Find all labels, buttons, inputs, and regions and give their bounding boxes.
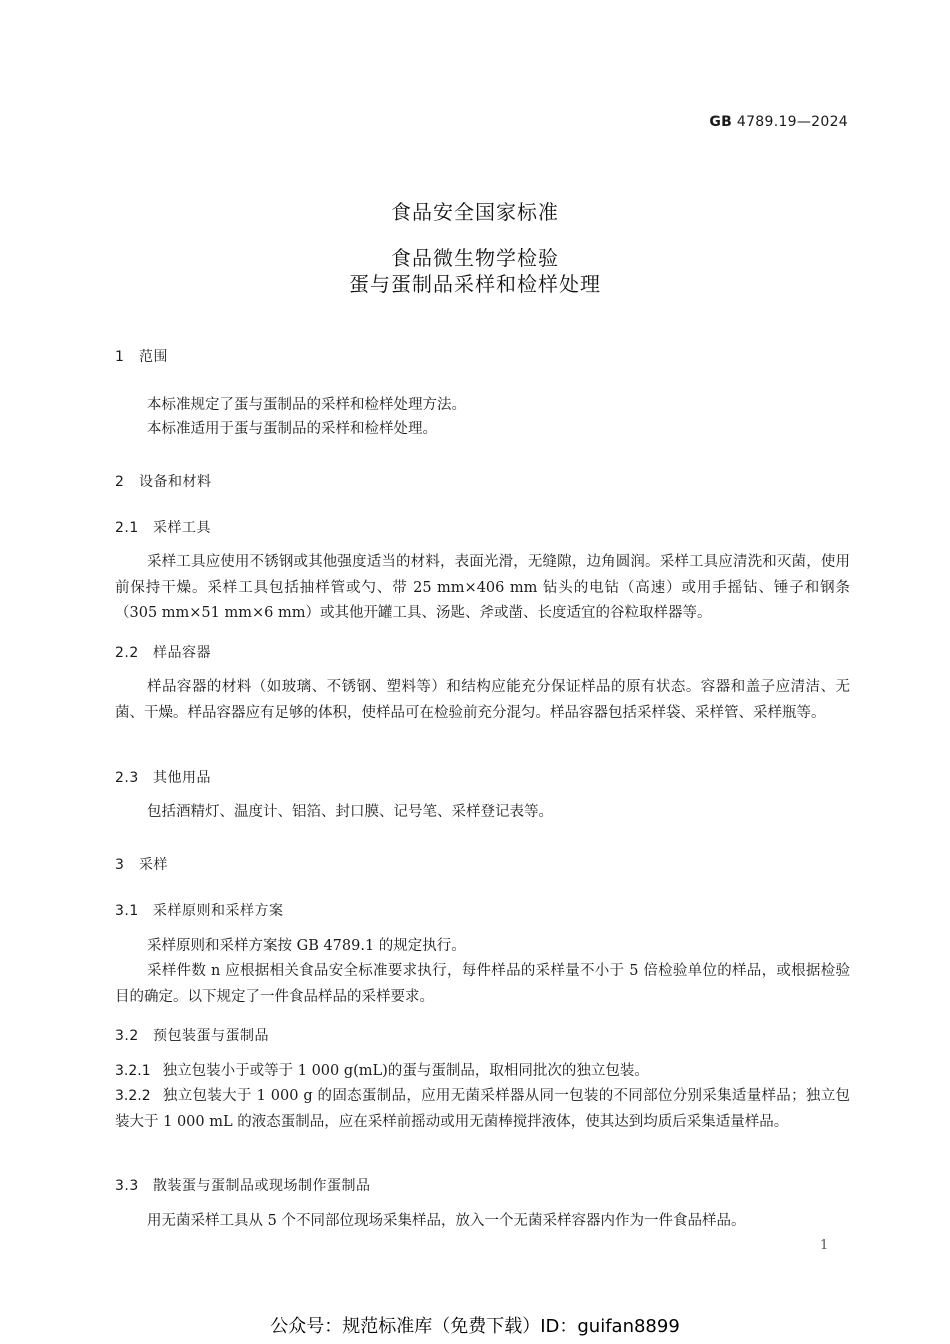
- section-2-heading: 2 设备和材料: [115, 474, 212, 490]
- section-1-heading: 1 范围: [115, 349, 168, 365]
- doc-title-main: 食品安全国家标准: [391, 200, 559, 224]
- clause-3-2-1: 3.2.1 独立包装小于或等于 1 000 g(mL)的蛋与蛋制品，取相同批次的独立包装。: [115, 1063, 649, 1079]
- section-1-para-1: 本标准规定了蛋与蛋制品的采样和检样处理方法。: [147, 397, 466, 413]
- section-3-3-heading: 3.3 散装蛋与蛋制品或现场制作蛋制品: [115, 1178, 371, 1194]
- doc-title-sub1: 食品微生物学检验: [391, 246, 559, 270]
- section-3-2-heading: 3.2 预包装蛋与蛋制品: [115, 1028, 269, 1044]
- clause-3-2-2: 3.2.2 独立包装大于 1 000 g 的固态蛋制品，应用无菌采样器从同一包装的不同部位分别采集适量样品；独立包装大于 1 000 mL 的液态蛋制品，应在采样前摇动或用无菌棒搅拌液体，使其达到均质后采集适量样品。: [115, 1088, 850, 1130]
- page-number: 1: [820, 1238, 829, 1253]
- section-2-3-para: 包括酒精灯、温度计、铝箔、封口膜、记号笔、采样登记表等。: [147, 804, 553, 820]
- clause-number: 3.2.2: [115, 1088, 151, 1104]
- section-3-1-para-2: 采样件数 n 应根据相关食品安全标准要求执行，每件样品的采样量不小于 5 倍检验单位的样品，或根据检验目的确定。以下规定了一件食品样品的采样要求。: [115, 963, 850, 1005]
- section-3-1-heading: 3.1 采样原则和采样方案: [115, 903, 284, 919]
- clause-number: 3.2.1: [115, 1063, 151, 1079]
- section-2-2-para: 样品容器的材料（如玻璃、不锈钢、塑料等）和结构应能充分保证样品的原有状态。容器和盖子应清洁、无菌、干燥。样品容器应有足够的体积，使样品可在检验前充分混匀。样品容器包括采样袋、采样管、采样瓶等。: [115, 679, 850, 721]
- section-2-3-heading: 2.3 其他用品: [115, 770, 211, 786]
- section-2-1-para: 采样工具应使用不锈钢或其他强度适当的材料，表面光滑，无缝隙，边角圆润。采样工具应清洗和灭菌，使用前保持干燥。采样工具包括抽样管或勺、带 25 mm×406 mm 钻头的电钻（高速）或用手摇钻、锤子和钢条（305 mm×51 mm×6 mm）或其他开罐工具、汤匙、斧或凿、长度适宜的谷粒取样器等。: [115, 554, 850, 621]
- section-3-3-para: 用无菌采样工具从 5 个不同部位现场采集样品，放入一个无菌采样容器内作为一件食品样品。: [147, 1213, 746, 1229]
- footer-watermark: 公众号：规范标准库（免费下载）ID：guifan8899: [270, 1316, 680, 1337]
- standard-code: GB 4789.19—2024: [709, 114, 848, 130]
- doc-title-sub2: 蛋与蛋制品采样和检样处理: [349, 272, 601, 296]
- section-1-para-2: 本标准适用于蛋与蛋制品的采样和检样处理。: [147, 421, 437, 437]
- section-2-1-heading: 2.1 采样工具: [115, 520, 211, 536]
- section-3-heading: 3 采样: [115, 857, 168, 873]
- section-2-2-heading: 2.2 样品容器: [115, 645, 211, 661]
- section-3-1-para-1: 采样原则和采样方案按 GB 4789.1 的规定执行。: [147, 938, 466, 954]
